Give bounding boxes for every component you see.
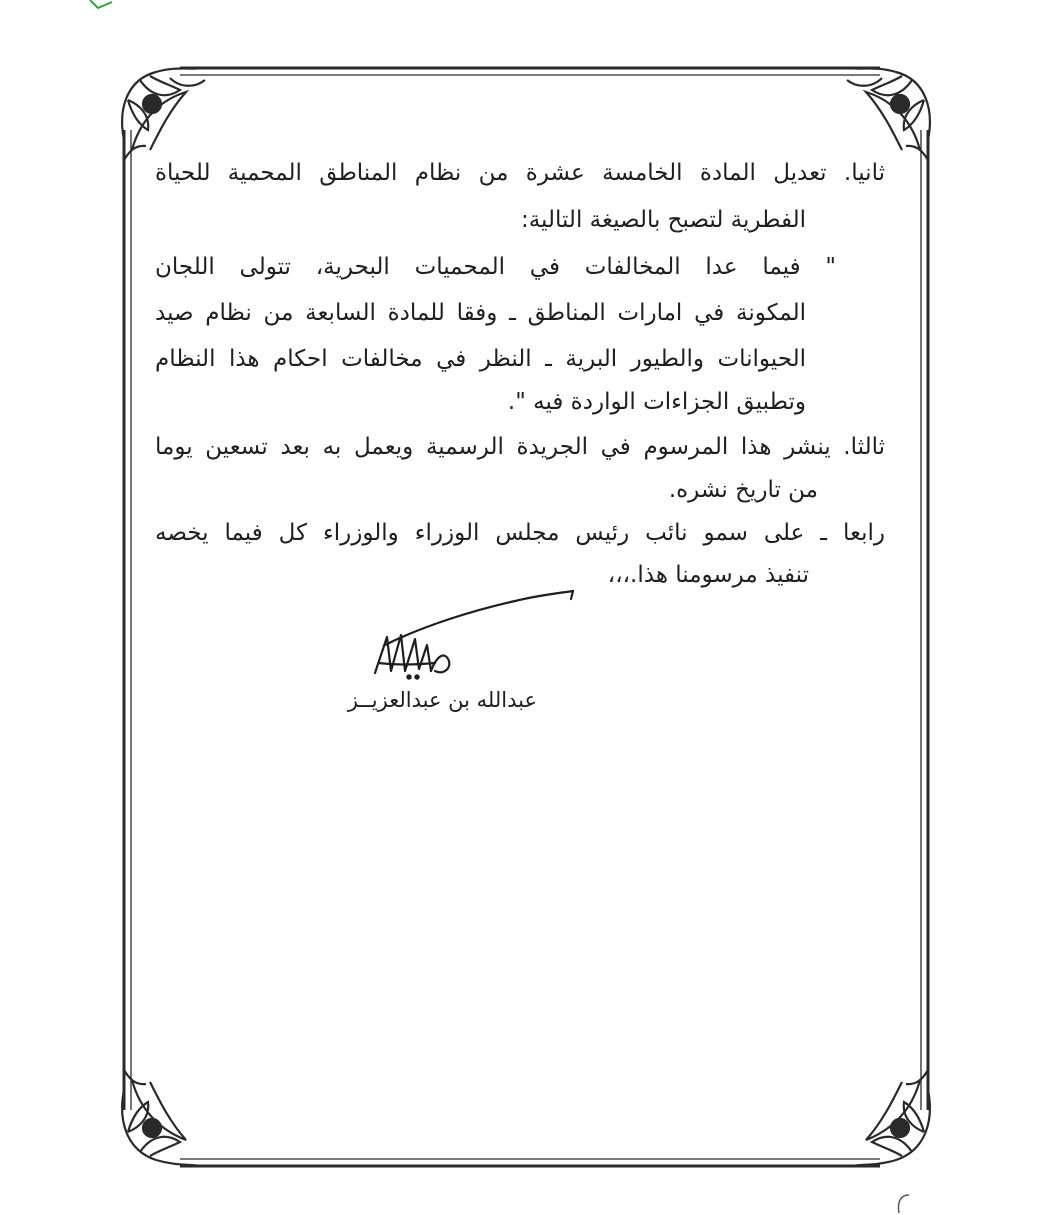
signer-name: عبدالله بن عبدالعزيــز [347, 688, 537, 712]
corner-ornament-bottom-right [852, 1070, 930, 1166]
text-line: الحيوانات والطيور البرية ـ النظر في مخالفات احكام هذا النظام [155, 346, 806, 372]
text-line: تنفيذ مرسومنا هذا.،،، [607, 562, 809, 588]
text-line: وتطبيق الجزاءات الواردة فيه ". [507, 389, 806, 415]
bottom-edge-mark [893, 1193, 913, 1215]
text-line: رابعا ـ على سمو نائب رئيس مجلس الوزراء والوزراء كل فيما يخصه [155, 520, 885, 546]
text-line: ثانيا. تعديل المادة الخامسة عشرة من نظام المناطق المحمية للحياة [155, 160, 885, 186]
text-line: من تاريخ نشره. [668, 477, 818, 503]
handwritten-signature [365, 585, 580, 685]
text-line: " فيما عدا المخالفات في المحميات البحرية، تتولى اللجان [155, 254, 836, 280]
corner-ornament-top-left [122, 68, 205, 160]
text-line: المكونة في امارات المناطق ـ وفقا للمادة السابعة من نظام صيد [155, 300, 806, 326]
green-corner-mark [88, 0, 114, 10]
corner-ornament-bottom-left [122, 1070, 200, 1166]
corner-ornament-top-right [847, 68, 930, 160]
text-line: ثالثا. ينشر هذا المرسوم في الجريدة الرسمية ويعمل به بعد تسعين يوما [155, 434, 885, 460]
text-line: الفطرية لتصبح بالصيغة التالية: [520, 207, 806, 233]
